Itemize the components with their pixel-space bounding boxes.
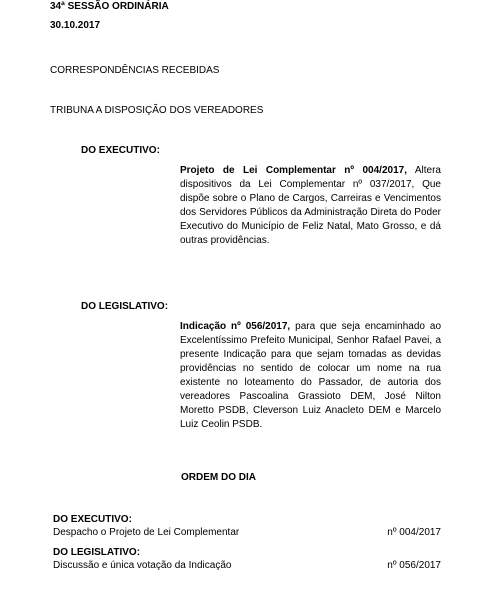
executive-heading: DO EXECUTIVO: bbox=[81, 145, 160, 156]
session-title: 34ª SESSÃO ORDINÁRIA bbox=[50, 1, 169, 12]
legislative-indication-paragraph bbox=[50, 320, 441, 432]
agenda-legislative-heading: DO LEGISLATIVO: bbox=[53, 547, 141, 558]
agenda-executive-desc: Despacho o Projeto de Lei Complementar bbox=[53, 527, 240, 538]
legislative-heading: DO LEGISLATIVO: bbox=[81, 301, 169, 312]
agenda-executive-heading: DO EXECUTIVO: bbox=[53, 514, 132, 525]
executive-bill-title: Projeto de Lei Complementar nº 004/2017, bbox=[180, 165, 407, 176]
agenda-title: ORDEM DO DIA bbox=[181, 472, 256, 483]
executive-bill-text: Altera dispositivos da Lei Complementar nº 037/2017, Que dispõe sobre o Plano de Cargos, Carreiras e Vencimentos dos Servidores Públicos da Administração Direta do Poder Executivo do Município de Feliz Natal, Mato Grosso, e dá outras providências. bbox=[180, 165, 441, 246]
tribune-heading: TRIBUNA A DISPOSIÇÃO DOS VEREADORES bbox=[50, 105, 264, 116]
correspondence-heading: CORRESPONDÊNCIAS RECEBIDAS bbox=[50, 65, 220, 76]
agenda-executive-number: nº 004/2017 bbox=[387, 527, 441, 538]
indication-title: Indicação nº 056/2017, bbox=[180, 321, 291, 332]
executive-bill-paragraph bbox=[50, 164, 441, 248]
agenda-legislative-desc: Discussão e única votação da Indicação bbox=[53, 560, 232, 571]
indication-text: para que seja encaminhado ao Excelentíssimo Prefeito Municipal, Senhor Rafael Pavei, a presente Indicação para que sejam tomadas as devidas providências no sentido de colocar um nome na rua existente no loteamento do Passador, de autoria dos vereadores Pascoalina Grassioto DEM, José Nilton Moretto PSDB, Cleverson Luiz Anacleto DEM e Marcelo Luiz Ceolin PSDB. bbox=[180, 321, 442, 430]
agenda-legislative-number: nº 056/2017 bbox=[387, 560, 441, 571]
session-date: 30.10.2017 bbox=[50, 20, 101, 31]
